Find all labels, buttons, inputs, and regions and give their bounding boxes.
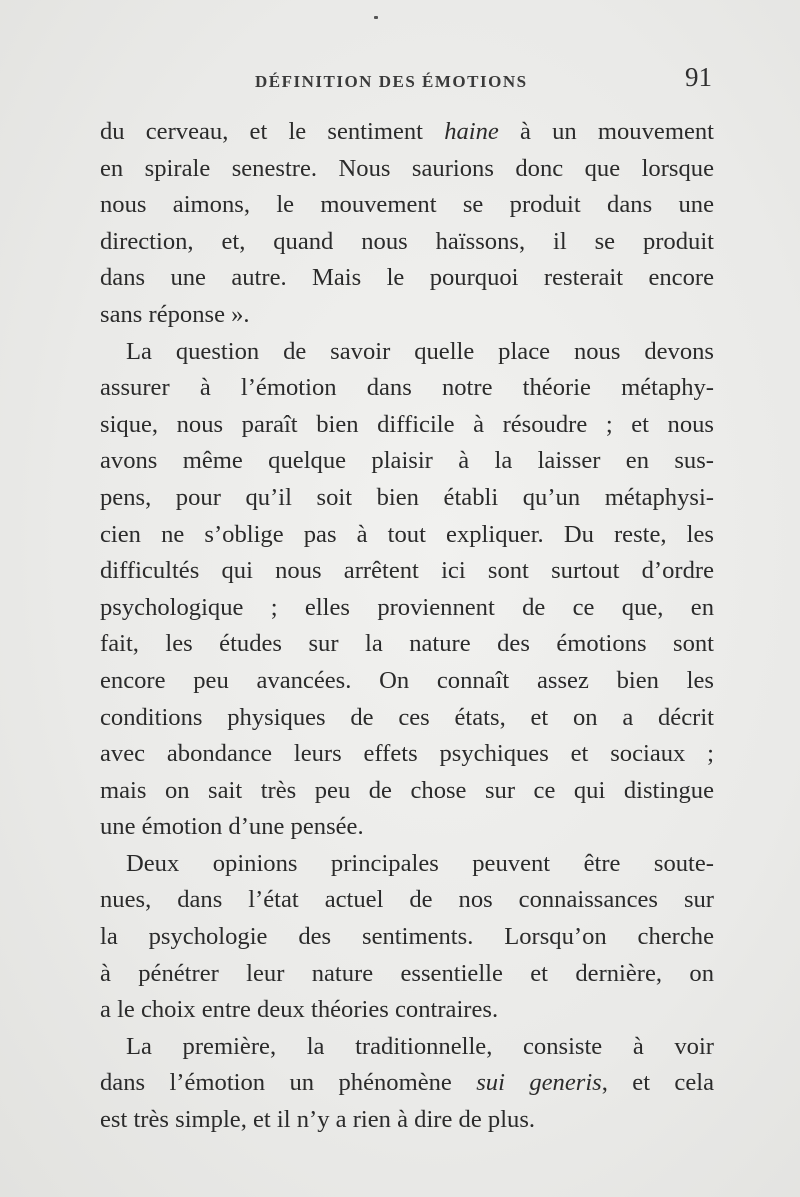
ink-speck (374, 16, 378, 19)
text-line: est très simple, et il n’y a rien à dire de plus. (100, 1106, 536, 1134)
text-line: mais on sait très peu de chose sur ce qui distingue (100, 776, 714, 804)
text-line: pens, pour qu’il soit bien établi qu’un métaphysi- (100, 483, 714, 511)
text-line: une émotion d’une pensée. (100, 813, 364, 841)
italic-term: haine (444, 118, 499, 145)
text-line: nues, dans l’état actuel de nos connaissances sur (100, 886, 714, 914)
text-line: La question de savoir quelle place nous devons (126, 337, 714, 365)
text-line: en spirale senestre. Nous saurions donc que lorsque (100, 154, 714, 182)
running-title: DÉFINITION DES ÉMOTIONS (255, 72, 528, 91)
paragraph (100, 846, 714, 1029)
text-line: sique, nous paraît bien difficile à résoudre ; et nous (100, 410, 714, 438)
paragraph (100, 334, 714, 846)
text-line: dans l’émotion un phénomène sui generis, et cela (100, 1069, 714, 1097)
text-line: Deux opinions principales peuvent être soute- (126, 849, 714, 877)
body-text (100, 114, 714, 1139)
italic-term: sui generis (476, 1069, 602, 1097)
page-number: 91 (685, 62, 712, 92)
text-line: assurer à l’émotion dans notre théorie métaphy- (100, 374, 714, 402)
text-line: dans une autre. Mais le pourquoi resterait encore (100, 264, 714, 292)
text-line: La première, la traditionnelle, consiste à voir (126, 1032, 714, 1060)
text-line: encore peu avancées. On connaît assez bien les (100, 666, 714, 694)
text-line: du cerveau, et le sentiment haine à un mouvement (100, 118, 714, 145)
paragraph (100, 1029, 714, 1139)
text-line: cien ne s’oblige pas à tout expliquer. Du reste, les (100, 520, 714, 548)
text-line: sans réponse ». (100, 300, 250, 328)
text-line: avec abondance leurs effets psychiques et sociaux ; (100, 740, 714, 768)
text-line: psychologique ; elles proviennent de ce que, en (100, 593, 714, 621)
text-line: à pénétrer leur nature essentielle et dernière, on (100, 959, 714, 987)
text-line: nous aimons, le mouvement se produit dans une (100, 191, 714, 219)
text-line: la psychologie des sentiments. Lorsqu’on cherche (100, 923, 714, 951)
text-line: a le choix entre deux théories contraires. (100, 996, 499, 1024)
paragraph (100, 114, 714, 334)
text-line: conditions physiques de ces états, et on a décrit (100, 703, 714, 731)
text-line: difficultés qui nous arrêtent ici sont surtout d’ordre (100, 557, 714, 585)
page-header (100, 62, 714, 98)
text-line: avons même quelque plaisir à la laisser en sus- (100, 447, 714, 475)
text-line: fait, les études sur la nature des émotions sont (100, 630, 714, 658)
text-line: direction, et, quand nous haïssons, il se produit (100, 227, 714, 255)
